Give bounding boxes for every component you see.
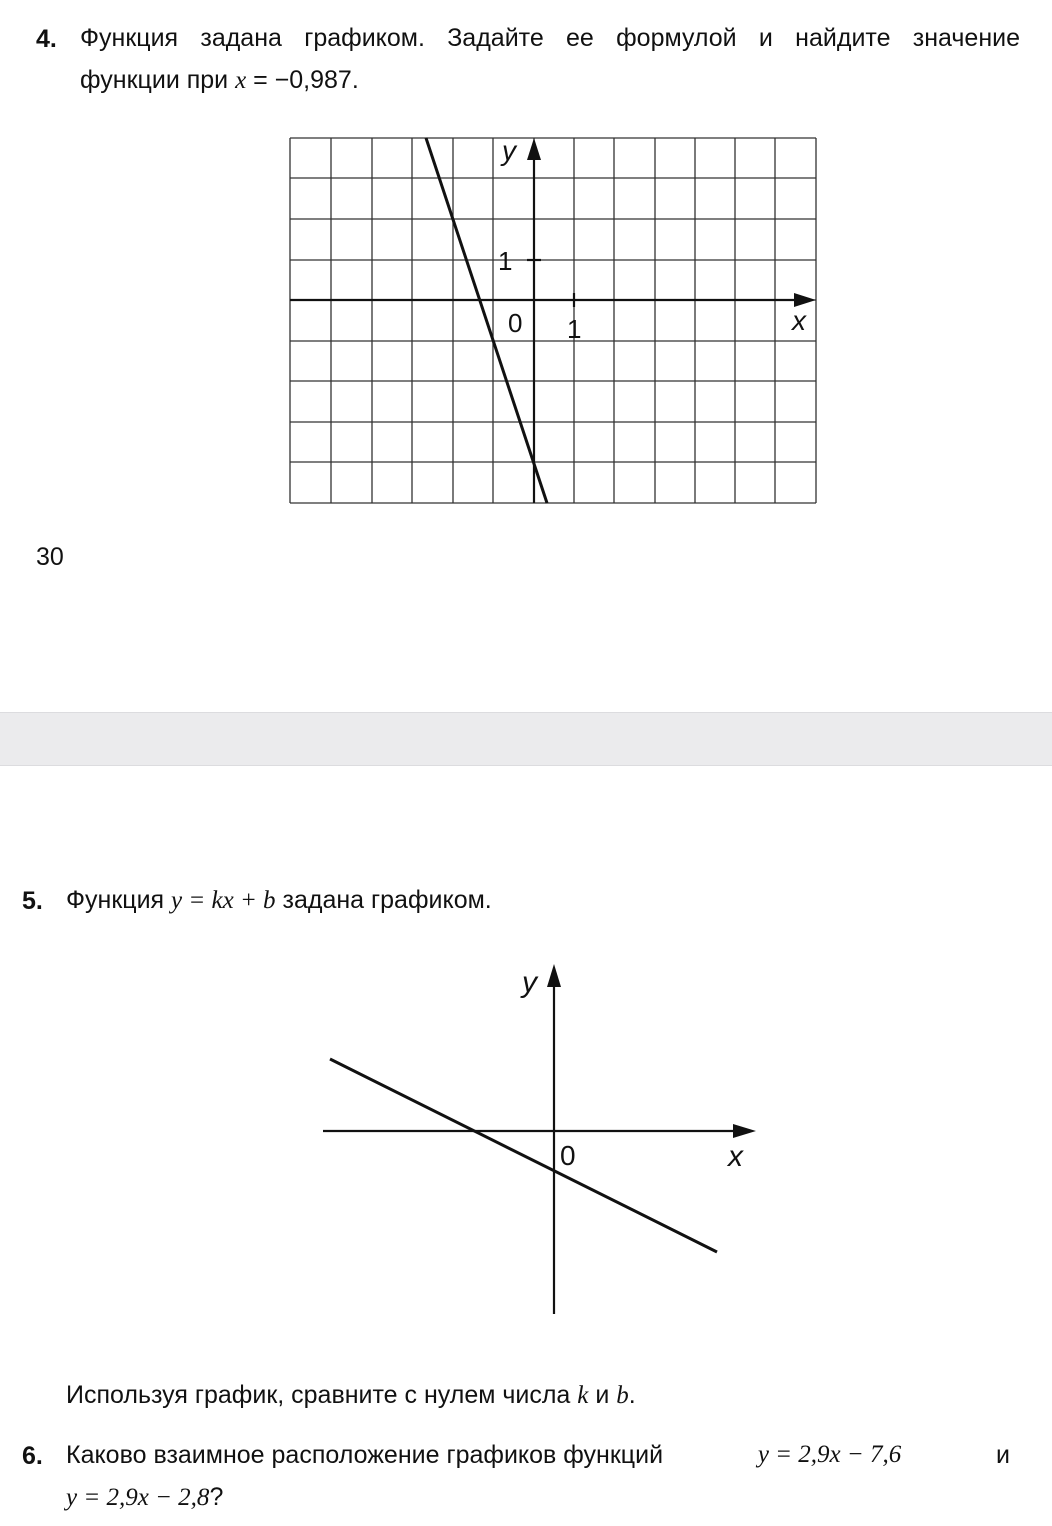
task-5-text-suffix: задана графиком. [275,886,492,914]
page-top [0,0,1052,712]
task-5-text-prefix: Функция [66,886,172,914]
task-5-question [66,1374,636,1417]
task-6-formula-2: y = 2,9x − 2,8 [66,1484,210,1511]
grid-lines [290,138,816,503]
task-4-variable-x: x [235,67,247,94]
function-line [330,1059,717,1252]
task-6-and: и [996,1441,1010,1469]
task-5-question-mid: и [588,1381,617,1409]
variable-k: k [577,1382,589,1409]
task-6-text: Каково взаимное расположение графиков функций [66,1441,664,1469]
origin-label: 0 [560,1140,576,1171]
page-bottom [0,766,1052,1517]
y-unit-label: 1 [498,246,513,276]
task-6-formula-1: y = 2,9x − 7,6 [757,1441,902,1468]
task-4-text-line-1: Функция задана графиком. Задайте ее формулой и найдите значение [80,24,1020,52]
task-6-line-2 [66,1476,223,1519]
variable-b: b [616,1382,629,1409]
task-5-question-prefix: Используя график, сравните с нулем числа [66,1381,578,1409]
y-axis-label: y [502,135,516,166]
y-axis-label: y [522,966,537,999]
function-line [426,138,547,503]
x-axis-label: x [728,1140,743,1173]
task-6-line-1 [66,1434,1010,1476]
x-axis-label: x [792,305,806,336]
task-6-number: 6. [22,1442,43,1470]
task-5-question-end: . [628,1381,636,1409]
x-axis-arrow [733,1124,756,1138]
task-5-text [66,879,492,922]
task-6-question-mark: ? [209,1483,224,1511]
y-axis-arrow [527,138,541,160]
task-4-graph [0,0,1052,520]
page-divider [0,712,1052,766]
page-number: 30 [36,543,64,571]
origin-label: 0 [508,308,523,338]
task-5-number: 5. [22,887,43,915]
task-4-number: 4. [36,25,57,53]
x-unit-label: 1 [567,314,582,344]
y-axis-arrow [547,964,561,987]
task-4-text-prefix: функции при [80,66,236,94]
axes [290,150,806,503]
task-4-x-value: = −0,987. [246,66,359,94]
task-5-formula: y = kx + b [171,887,276,914]
